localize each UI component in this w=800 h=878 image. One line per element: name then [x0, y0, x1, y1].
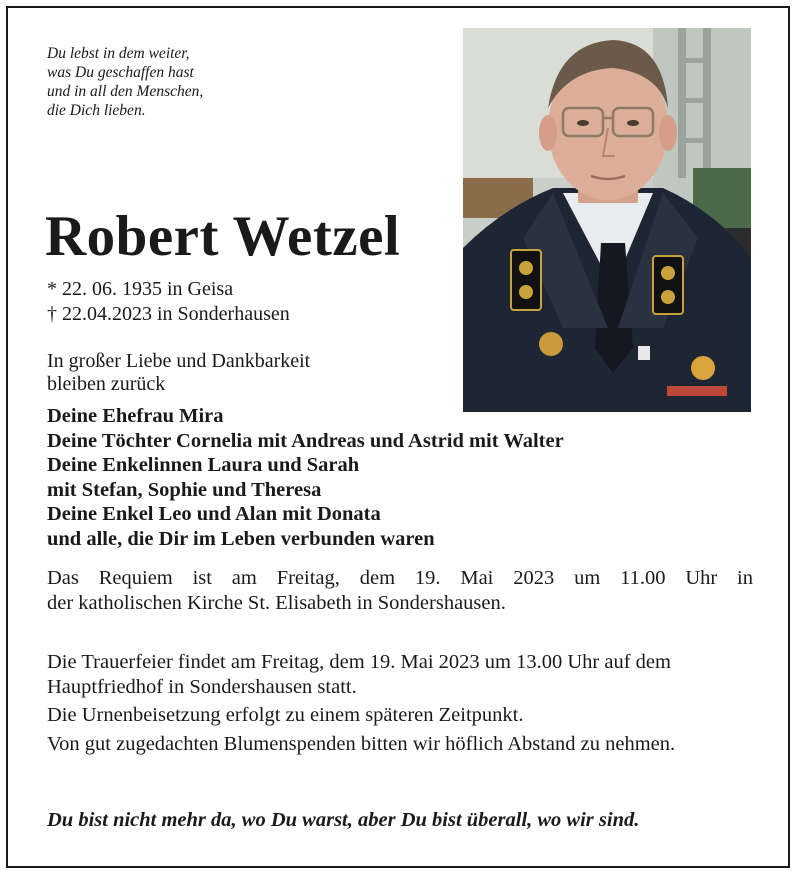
flower-donation-text: Von gut zugedachten Blumenspenden bitten wir höflich Abstand zu nehmen. — [47, 732, 676, 755]
mourner-line: und alle, die Dir im Leben verbunden waren — [47, 527, 435, 550]
funeral-service-text: Die Trauerfeier findet am Freitag, dem 19. Mai 2023 um 13.00 Uhr auf dem Hauptfriedhof in Sondershausen statt. — [47, 651, 671, 698]
mourner-line: Deine Ehefrau Mira — [47, 405, 224, 427]
funeral-info — [47, 650, 753, 760]
mourners-intro: In großer Liebe und Dankbarkeit bleiben zurück — [47, 350, 311, 395]
portrait-photo — [463, 28, 751, 412]
portrait-illustration — [463, 28, 751, 412]
mourner-line: mit Stefan, Sophie und Theresa — [47, 478, 322, 501]
deceased-name: Robert Wetzel — [45, 205, 401, 268]
closing-quote: Du bist nicht mehr da, wo Du warst, aber Du bist überall, wo wir sind. — [47, 809, 640, 831]
mourners-list — [47, 404, 564, 551]
urn-burial-text: Die Urnenbeisetzung erfolgt zu einem späteren Zeitpunkt. — [47, 704, 524, 726]
birth-date: * 22. 06. 1935 in Geisa — [47, 278, 234, 300]
life-dates — [47, 277, 290, 327]
death-date: † 22.04.2023 in Sonderhausen — [47, 303, 290, 325]
mourner-line: Deine Enkelinnen Laura und Sarah — [47, 454, 360, 476]
requiem-line: Das Requiem ist am Freitag, dem 19. Mai 2023 um 11.00 Uhr in — [47, 567, 753, 589]
mourner-line: Deine Enkel Leo und Alan mit Donata — [47, 503, 381, 525]
memorial-quote: Du lebst in dem weiter, was Du geschaffen hast und in all den Menschen, die Dich lieben. — [47, 45, 204, 119]
requiem-notice — [47, 566, 753, 616]
mourner-line: Deine Töchter Cornelia mit Andreas und Astrid mit Walter — [47, 429, 564, 452]
requiem-line: der katholischen Kirche St. Elisabeth in Sondershausen. — [47, 592, 506, 614]
